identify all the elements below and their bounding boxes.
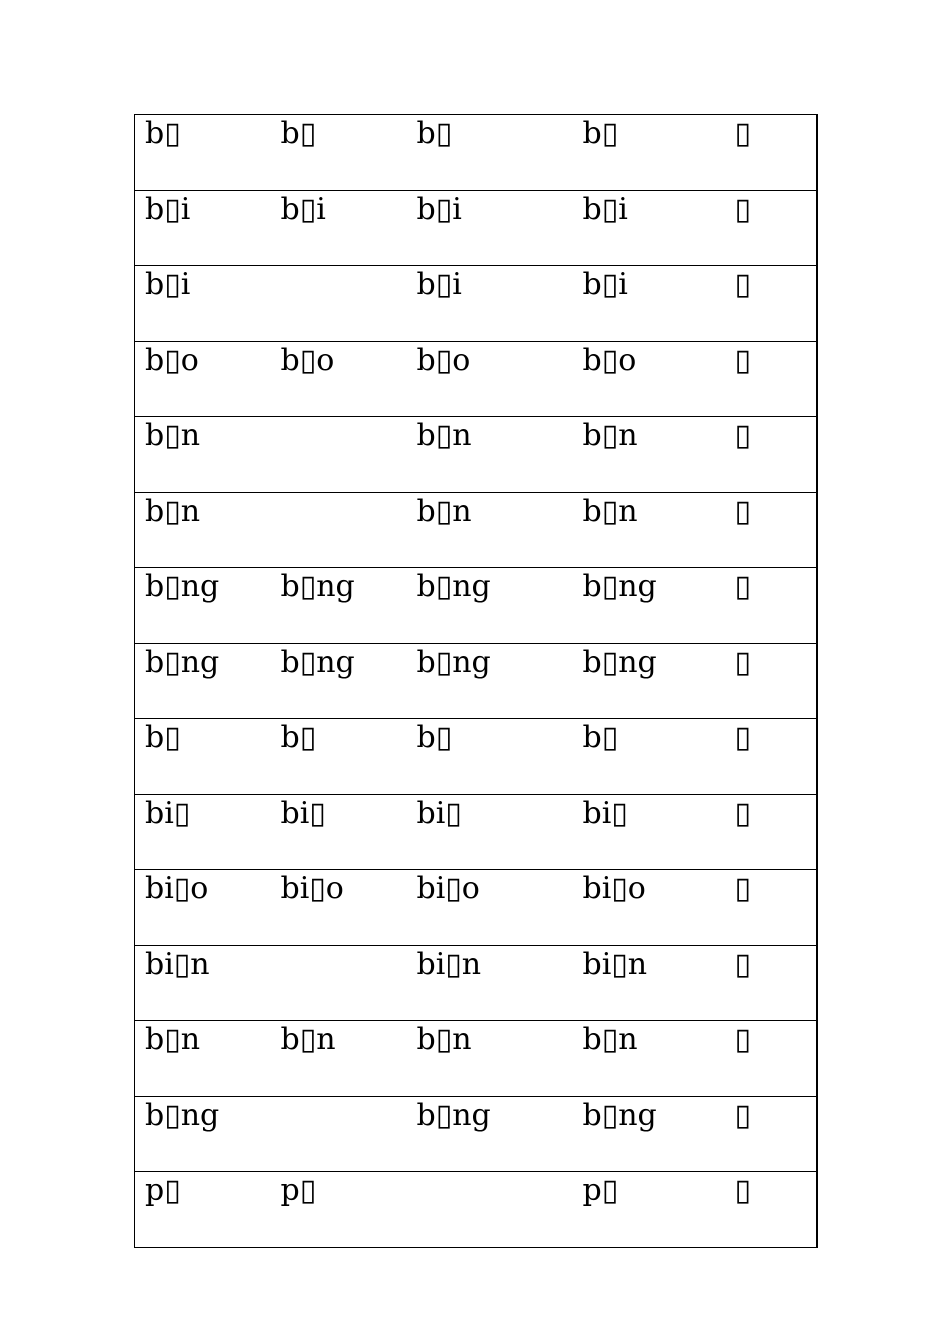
table-cell: ▯ — [725, 341, 817, 417]
table-cell: bi▯ — [407, 794, 573, 870]
table-cell: b▯i — [271, 190, 407, 266]
table-cell: b▯ng — [407, 1096, 573, 1172]
table-cell: p▯ — [573, 1172, 725, 1248]
table-cell: b▯o — [271, 341, 407, 417]
table-cell: b▯ng — [135, 568, 271, 644]
table-cell: b▯ — [407, 115, 573, 191]
table-cell: bi▯o — [271, 870, 407, 946]
table-cell — [271, 945, 407, 1021]
table-row — [135, 417, 817, 493]
table-cell — [271, 492, 407, 568]
table-cell: b▯ — [573, 719, 725, 795]
table-cell: b▯n — [573, 417, 725, 493]
table-cell: b▯o — [407, 341, 573, 417]
table-cell: b▯n — [407, 1021, 573, 1097]
table-cell: ▯ — [725, 719, 817, 795]
table-cell: b▯o — [135, 341, 271, 417]
table-cell: bi▯ — [271, 794, 407, 870]
pinyin-table-body — [135, 115, 817, 1248]
table-cell: b▯ng — [135, 643, 271, 719]
table-cell: bi▯ — [573, 794, 725, 870]
table-cell: b▯n — [573, 492, 725, 568]
table-row — [135, 568, 817, 644]
table-cell: ▯ — [725, 568, 817, 644]
table-cell: b▯i — [573, 190, 725, 266]
table-cell: ▯ — [725, 417, 817, 493]
table-cell: ▯ — [725, 266, 817, 342]
table-cell: ▯ — [725, 945, 817, 1021]
table-row — [135, 1172, 817, 1248]
table-cell: p▯ — [135, 1172, 271, 1248]
table-cell: b▯ — [135, 115, 271, 191]
table-cell: ▯ — [725, 1096, 817, 1172]
table-cell: ▯ — [725, 1172, 817, 1248]
table-cell: b▯ — [135, 719, 271, 795]
table-cell: bi▯o — [407, 870, 573, 946]
table-row — [135, 115, 817, 191]
table-cell: b▯ng — [573, 568, 725, 644]
table-cell: b▯n — [135, 1021, 271, 1097]
table-cell: ▯ — [725, 1021, 817, 1097]
table-cell: b▯i — [407, 190, 573, 266]
table-cell: b▯n — [407, 492, 573, 568]
table-cell: ▯ — [725, 190, 817, 266]
table-cell: b▯ — [271, 719, 407, 795]
table-cell: ▯ — [725, 115, 817, 191]
table-cell — [271, 417, 407, 493]
table-cell: b▯i — [407, 266, 573, 342]
table-cell — [407, 1172, 573, 1248]
table-row — [135, 341, 817, 417]
table-cell: b▯ — [573, 115, 725, 191]
table-cell: ▯ — [725, 794, 817, 870]
table-cell: b▯n — [271, 1021, 407, 1097]
table-cell: bi▯o — [135, 870, 271, 946]
table-cell: b▯i — [135, 190, 271, 266]
table-row — [135, 794, 817, 870]
table-cell: bi▯n — [135, 945, 271, 1021]
table-cell: b▯ — [271, 115, 407, 191]
table-cell: bi▯ — [135, 794, 271, 870]
table-row — [135, 1096, 817, 1172]
table-cell — [271, 266, 407, 342]
table-cell: p▯ — [271, 1172, 407, 1248]
table-cell: b▯ng — [573, 643, 725, 719]
table-row — [135, 1021, 817, 1097]
table-cell: bi▯o — [573, 870, 725, 946]
table-row — [135, 945, 817, 1021]
table-row — [135, 870, 817, 946]
table-cell: b▯i — [573, 266, 725, 342]
table-cell — [271, 1096, 407, 1172]
table-cell: b▯ — [407, 719, 573, 795]
table-cell: ▯ — [725, 870, 817, 946]
table-cell: bi▯n — [573, 945, 725, 1021]
table-cell: b▯ng — [573, 1096, 725, 1172]
table-cell: b▯ng — [135, 1096, 271, 1172]
table-cell: b▯n — [573, 1021, 725, 1097]
table-cell: b▯ng — [271, 643, 407, 719]
table-row — [135, 190, 817, 266]
table-cell: ▯ — [725, 643, 817, 719]
table-cell: b▯n — [135, 417, 271, 493]
table-row — [135, 492, 817, 568]
table-cell: b▯ng — [407, 643, 573, 719]
table-row — [135, 266, 817, 342]
table-cell: b▯i — [135, 266, 271, 342]
table-row — [135, 719, 817, 795]
table-cell: b▯n — [407, 417, 573, 493]
table-cell: b▯ng — [271, 568, 407, 644]
table-cell: bi▯n — [407, 945, 573, 1021]
table-cell: b▯n — [135, 492, 271, 568]
table-row — [135, 643, 817, 719]
table-cell: ▯ — [725, 492, 817, 568]
table-cell: b▯o — [573, 341, 725, 417]
table-cell: b▯ng — [407, 568, 573, 644]
pinyin-table — [134, 114, 818, 1248]
